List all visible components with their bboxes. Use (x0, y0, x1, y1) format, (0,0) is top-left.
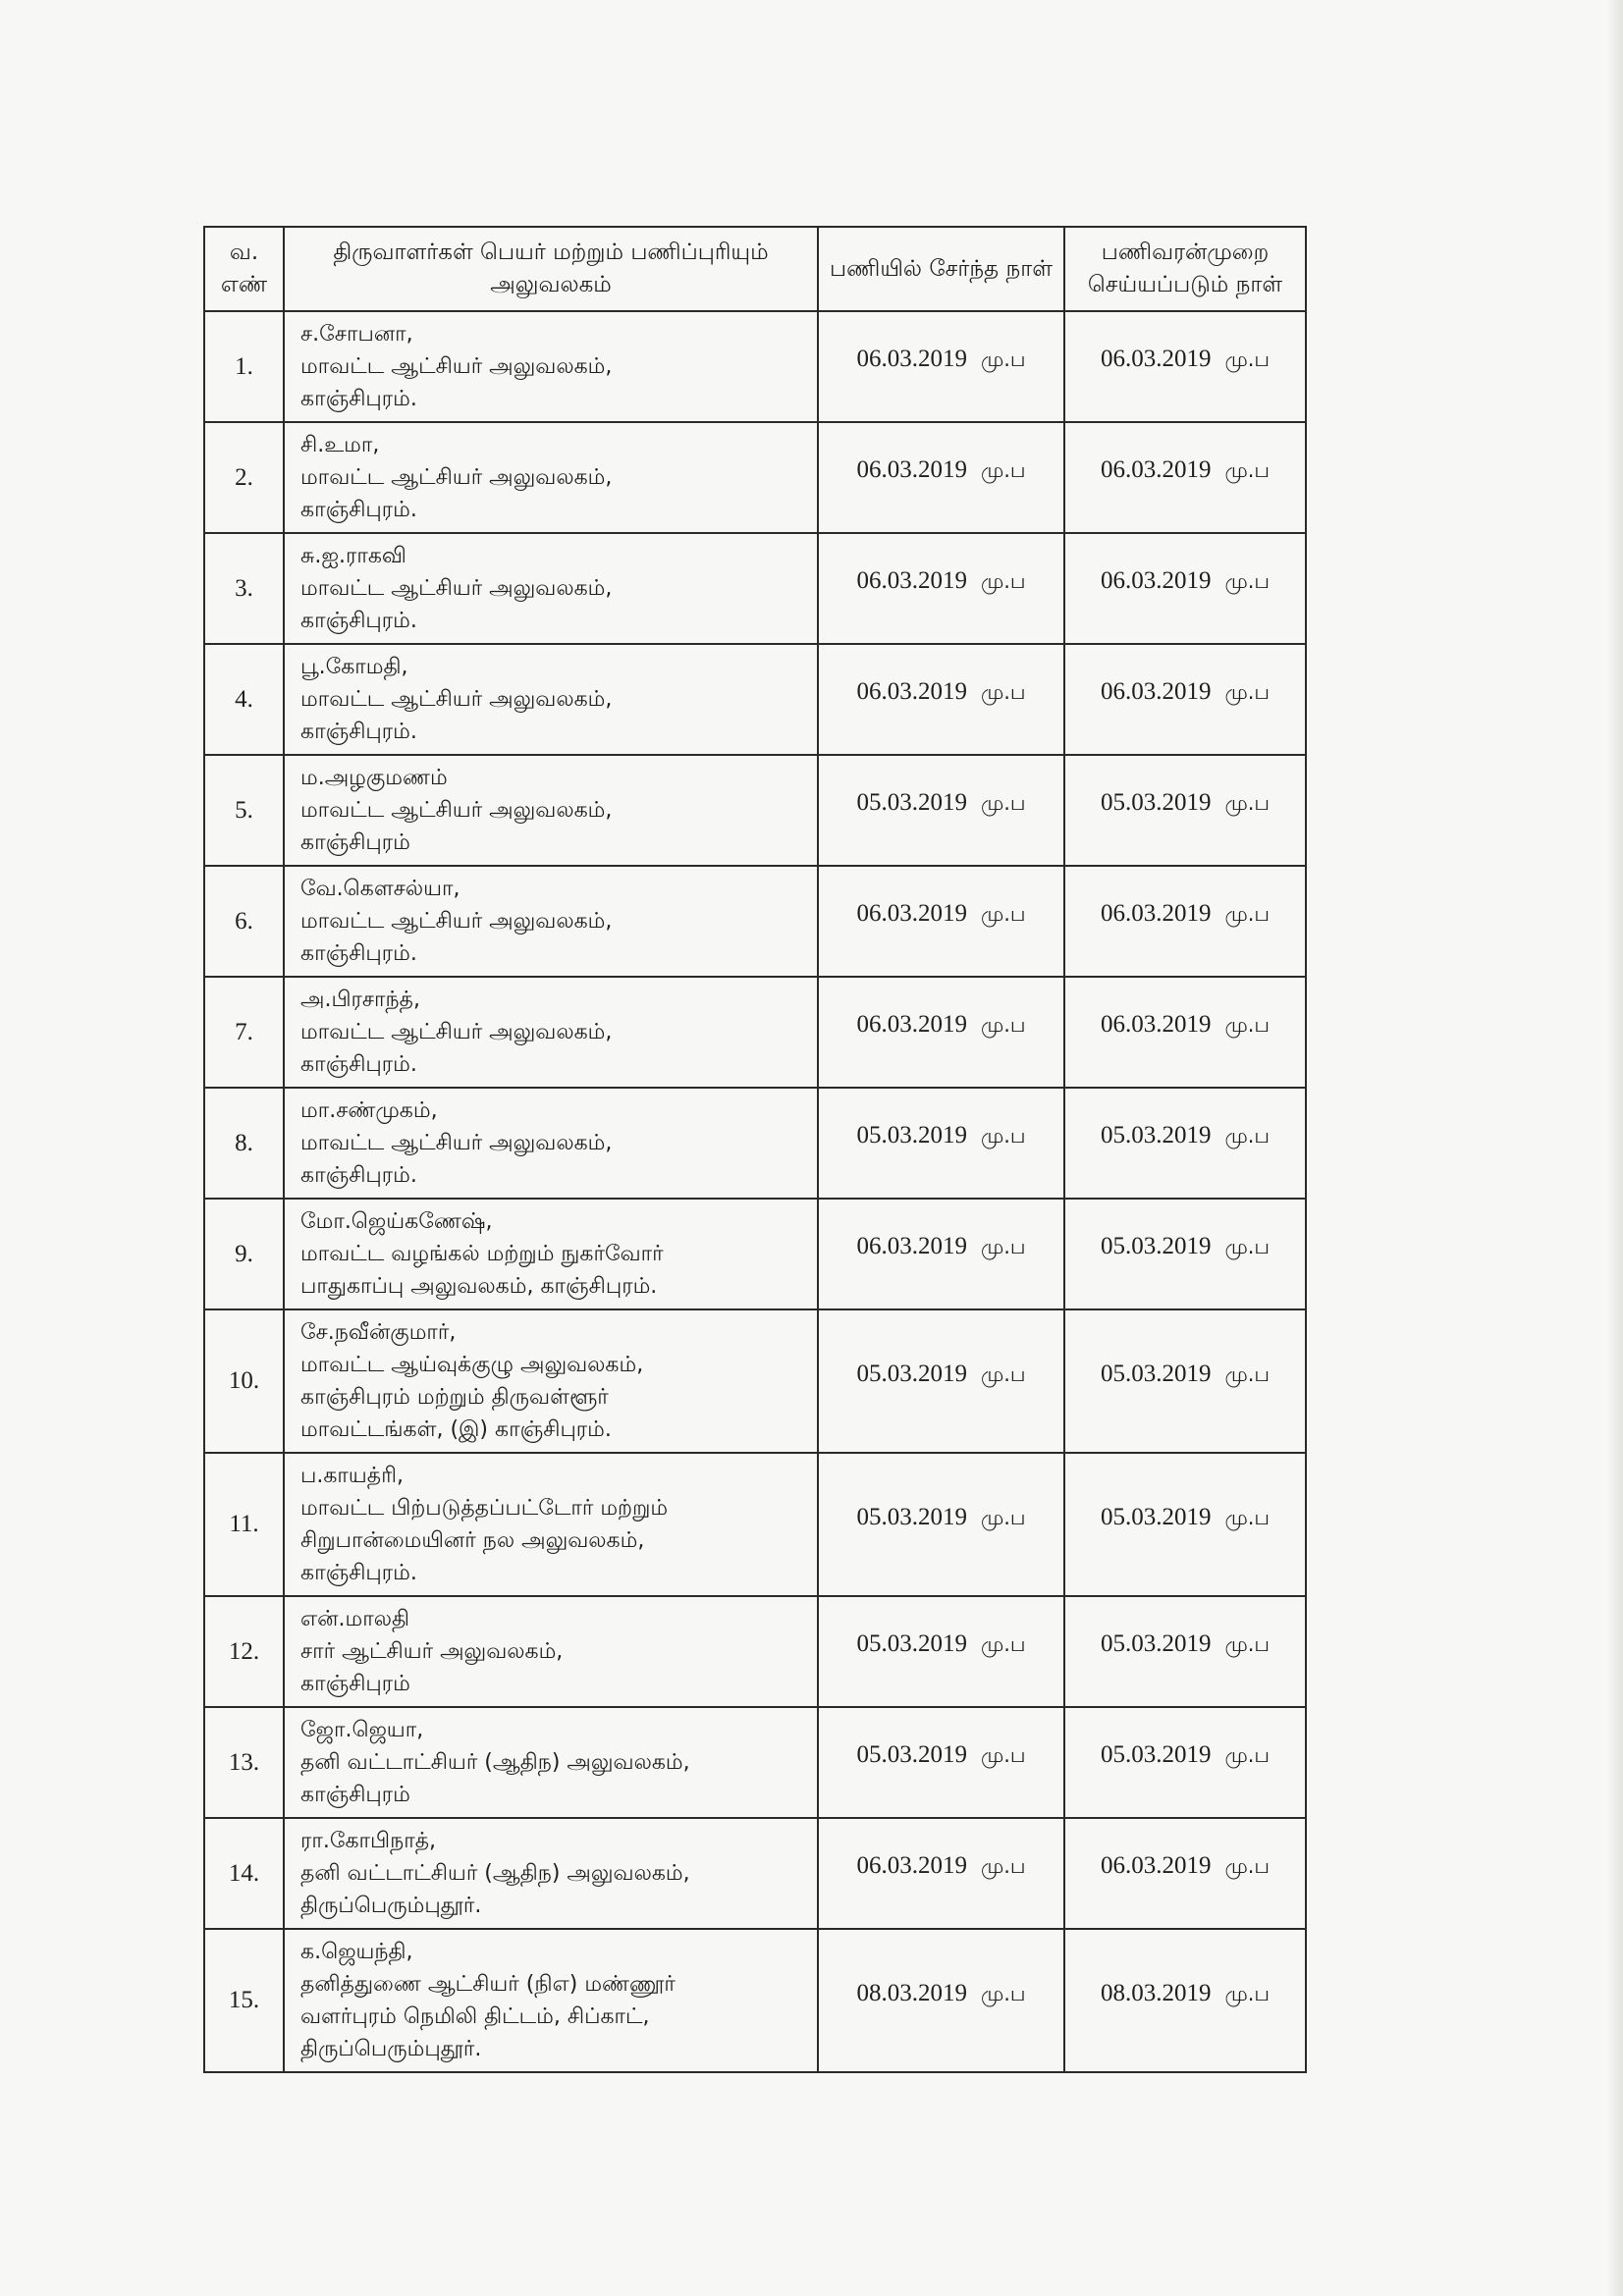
date-value: 05.03.2019 (1100, 1503, 1212, 1530)
joining-date-cell (818, 1199, 1064, 1309)
forenoon-label: மு.ப (980, 791, 1026, 815)
forenoon-label: மு.ப (1224, 1362, 1271, 1386)
serial-number-cell: 6. (204, 866, 284, 977)
date-value: 05.03.2019 (1100, 789, 1212, 816)
date-value: 06.03.2019 (1100, 900, 1212, 927)
office-line: காஞ்சிபுரம். (300, 1052, 417, 1077)
serial-number-cell: 5. (204, 755, 284, 866)
header-name-office: திருவாளர்கள் பெயர் மற்றும் பணிப்புரியும் அலுவலகம் (284, 227, 818, 311)
forenoon-label: மு.ப (980, 347, 1026, 371)
date-value: 06.03.2019 (1100, 1852, 1212, 1879)
office-line: தனி வட்டாட்சியர் (ஆதிந) அலுவலகம், (300, 1861, 690, 1886)
forenoon-label: மு.ப (1224, 1743, 1271, 1767)
forenoon-label: மு.ப (1224, 1505, 1271, 1529)
table-row (204, 866, 1306, 977)
employee-name: அ.பிரசாந்த், (300, 988, 420, 1012)
employee-name: ச.சோபனா, (300, 322, 413, 347)
forenoon-label: மு.ப (1224, 680, 1271, 704)
forenoon-label: மு.ப (980, 1632, 1026, 1656)
serial-number-cell: 1. (204, 311, 284, 422)
forenoon-label: மு.ப (980, 1743, 1026, 1767)
serial-number-cell: 13. (204, 1707, 284, 1818)
table-row (204, 1309, 1306, 1453)
header-serial-number: வ. எண் (204, 227, 284, 311)
date-value: 08.03.2019 (856, 1979, 967, 2006)
regularisation-date-cell (1064, 644, 1306, 755)
office-line: தனித்துணை ஆட்சியர் (நிஎ) மண்ணூர் (300, 1972, 676, 1997)
date-value: 06.03.2019 (1100, 456, 1212, 483)
name-office-cell (284, 311, 818, 422)
regularisation-date-cell (1064, 1929, 1306, 2072)
serial-number-cell: 3. (204, 533, 284, 644)
office-line: காஞ்சிபுரம். (300, 720, 417, 744)
employee-name: வே.கௌசல்யா, (300, 877, 460, 901)
employee-name: ம.அழகுமணம் (300, 766, 448, 790)
table-row (204, 1707, 1306, 1818)
regularisation-date-cell (1064, 755, 1306, 866)
name-office-cell (284, 866, 818, 977)
employee-name: மா.சண்முகம், (300, 1098, 438, 1123)
forenoon-label: மு.ப (980, 1854, 1026, 1878)
table-row (204, 1088, 1306, 1199)
forenoon-label: மு.ப (1224, 347, 1271, 371)
regularisation-date-cell (1064, 866, 1306, 977)
joining-date-cell (818, 866, 1064, 977)
forenoon-label: மு.ப (1224, 1235, 1271, 1258)
forenoon-label: மு.ப (1224, 791, 1271, 815)
office-line: காஞ்சிபுரம். (300, 387, 417, 411)
name-office-cell (284, 755, 818, 866)
regularisation-date-cell (1064, 422, 1306, 533)
forenoon-label: மு.ப (1224, 1124, 1271, 1148)
serial-number-cell: 2. (204, 422, 284, 533)
date-value: 05.03.2019 (1100, 1233, 1212, 1259)
forenoon-label: மு.ப (980, 1505, 1026, 1529)
header-row (204, 227, 1306, 311)
office-line: மாவட்ட பிற்படுத்தப்பட்டோர் மற்றும் (300, 1496, 669, 1521)
table-row (204, 422, 1306, 533)
name-office-cell (284, 1453, 818, 1596)
employee-name: க.ஜெயந்தி, (300, 1940, 413, 1964)
date-value: 05.03.2019 (1100, 1122, 1212, 1148)
serial-number-cell: 11. (204, 1453, 284, 1596)
name-office-cell (284, 422, 818, 533)
name-office-cell (284, 1596, 818, 1707)
table-row (204, 1596, 1306, 1707)
joining-date-cell (818, 1088, 1064, 1199)
office-line: மாவட்ட ஆட்சியர் அலுவலகம், (300, 1131, 613, 1155)
table-row (204, 311, 1306, 422)
office-line: திருப்பெரும்புதூர். (300, 2037, 482, 2061)
table-row (204, 644, 1306, 755)
date-value: 05.03.2019 (856, 1630, 967, 1657)
date-value: 05.03.2019 (856, 1741, 967, 1768)
joining-date-cell (818, 422, 1064, 533)
office-line: மாவட்ட ஆட்சியர் அலுவலகம், (300, 798, 613, 823)
regularisation-date-cell (1064, 1818, 1306, 1929)
office-line: தனி வட்டாட்சியர் (ஆதிந) அலுவலகம், (300, 1750, 690, 1775)
employee-name: பூ.கோமதி, (300, 655, 408, 679)
name-office-cell (284, 1707, 818, 1818)
table-row (204, 1199, 1306, 1309)
office-line: காஞ்சிபுரம். (300, 1561, 417, 1585)
table-row (204, 977, 1306, 1088)
forenoon-label: மு.ப (1224, 569, 1271, 593)
office-line: மாவட்ட ஆய்வுக்குழு அலுவலகம், (300, 1353, 644, 1377)
date-value: 06.03.2019 (856, 456, 967, 483)
office-line: காஞ்சிபுரம். (300, 498, 417, 522)
date-value: 08.03.2019 (1100, 1979, 1212, 2006)
date-value: 06.03.2019 (1100, 346, 1212, 372)
page-edge-shadow (1607, 0, 1623, 2296)
table-row (204, 1818, 1306, 1929)
date-value: 06.03.2019 (1100, 567, 1212, 594)
name-office-cell (284, 1199, 818, 1309)
forenoon-label: மு.ப (980, 569, 1026, 593)
date-value: 05.03.2019 (856, 1503, 967, 1530)
date-value: 05.03.2019 (856, 789, 967, 816)
serial-number-cell: 10. (204, 1309, 284, 1453)
name-office-cell (284, 1929, 818, 2072)
office-line: மாவட்ட ஆட்சியர் அலுவலகம், (300, 576, 613, 601)
employee-name: சே.நவீன்குமார், (300, 1320, 457, 1345)
date-value: 06.03.2019 (1100, 1011, 1212, 1038)
regularisation-date-cell (1064, 1309, 1306, 1453)
date-value: 06.03.2019 (856, 900, 967, 927)
joining-date-cell (818, 1596, 1064, 1707)
joining-date-cell (818, 1453, 1064, 1596)
forenoon-label: மு.ப (1224, 1013, 1271, 1037)
forenoon-label: மு.ப (1224, 458, 1271, 482)
serial-number-cell: 12. (204, 1596, 284, 1707)
forenoon-label: மு.ப (980, 1013, 1026, 1037)
office-line: மாவட்ட ஆட்சியர் அலுவலகம், (300, 909, 613, 934)
date-value: 06.03.2019 (856, 678, 967, 705)
office-line: சார் ஆட்சியர் அலுவலகம், (300, 1639, 564, 1664)
office-line: காஞ்சிபுரம் (300, 830, 410, 855)
table-row (204, 755, 1306, 866)
forenoon-label: மு.ப (980, 1124, 1026, 1148)
date-value: 06.03.2019 (856, 1233, 967, 1259)
office-line: பாதுகாப்பு அலுவலகம், காஞ்சிபுரம். (300, 1274, 658, 1299)
employee-name: என்.மாலதி (300, 1607, 409, 1631)
regularisation-date-cell (1064, 533, 1306, 644)
serial-number-cell: 14. (204, 1818, 284, 1929)
joining-date-cell (818, 977, 1064, 1088)
joining-date-cell (818, 1309, 1064, 1453)
name-office-cell (284, 1818, 818, 1929)
forenoon-label: மு.ப (980, 1981, 1026, 2005)
table-body (204, 311, 1306, 2072)
forenoon-label: மு.ப (980, 902, 1026, 926)
office-line: காஞ்சிபுரம் மற்றும் திருவள்ளூர் (300, 1385, 609, 1410)
forenoon-label: மு.ப (980, 1235, 1026, 1258)
office-line: மாவட்ட ஆட்சியர் அலுவலகம், (300, 465, 613, 490)
office-line: மாவட்ட ஆட்சியர் அலுவலகம், (300, 354, 613, 379)
office-line: காஞ்சிபுரம். (300, 1163, 417, 1188)
table-row (204, 533, 1306, 644)
joining-date-cell (818, 533, 1064, 644)
regularisation-date-cell (1064, 1199, 1306, 1309)
office-line: மாவட்ட ஆட்சியர் அலுவலகம், (300, 687, 613, 712)
forenoon-label: மு.ப (1224, 1854, 1271, 1878)
date-value: 05.03.2019 (1100, 1630, 1212, 1657)
regularisation-date-cell (1064, 311, 1306, 422)
date-value: 06.03.2019 (856, 1852, 967, 1879)
office-line: சிறுபான்மையினர் நல அலுவலகம், (300, 1528, 645, 1553)
office-line: காஞ்சிபுரம். (300, 609, 417, 633)
forenoon-label: மு.ப (980, 680, 1026, 704)
employee-name: சி.உமா, (300, 433, 380, 457)
employee-name: ரா.கோபிநாத், (300, 1829, 437, 1853)
employee-name: ப.காயத்ரி, (300, 1464, 404, 1488)
serial-number-cell: 4. (204, 644, 284, 755)
forenoon-label: மு.ப (1224, 1981, 1271, 2005)
regularisation-date-cell (1064, 1707, 1306, 1818)
date-value: 06.03.2019 (1100, 678, 1212, 705)
header-regularisation-date: பணிவரன்முறை செய்யப்படும் நாள் (1064, 227, 1306, 311)
joining-date-cell (818, 1707, 1064, 1818)
regularisation-date-cell (1064, 1596, 1306, 1707)
office-line: காஞ்சிபுரம் (300, 1672, 410, 1696)
date-value: 06.03.2019 (856, 567, 967, 594)
forenoon-label: மு.ப (980, 1362, 1026, 1386)
office-line: மாவட்டங்கள், (இ) காஞ்சிபுரம். (300, 1417, 612, 1442)
date-value: 05.03.2019 (856, 1122, 967, 1148)
table-row (204, 1453, 1306, 1596)
regularisation-date-cell (1064, 977, 1306, 1088)
serial-number-cell: 15. (204, 1929, 284, 2072)
joining-date-cell (818, 1929, 1064, 2072)
forenoon-label: மு.ப (1224, 1632, 1271, 1656)
forenoon-label: மு.ப (1224, 902, 1271, 926)
joining-date-cell (818, 755, 1064, 866)
joining-date-cell (818, 1818, 1064, 1929)
joining-date-cell (818, 644, 1064, 755)
office-line: திருப்பெரும்புதூர். (300, 1894, 482, 1918)
name-office-cell (284, 1309, 818, 1453)
serial-number-cell: 9. (204, 1199, 284, 1309)
regularisation-date-cell (1064, 1453, 1306, 1596)
regularisation-date-cell (1064, 1088, 1306, 1199)
office-line: காஞ்சிபுரம். (300, 941, 417, 966)
name-office-cell (284, 977, 818, 1088)
employee-name: ஜோ.ஜெயா, (300, 1718, 424, 1742)
forenoon-label: மு.ப (980, 458, 1026, 482)
header-joining-date: பணியில் சேர்ந்த நாள் (818, 227, 1064, 311)
date-value: 05.03.2019 (1100, 1360, 1212, 1387)
office-line: மாவட்ட ஆட்சியர் அலுவலகம், (300, 1020, 613, 1044)
staff-table (203, 226, 1307, 2073)
date-value: 06.03.2019 (856, 346, 967, 372)
employee-name: மோ.ஜெய்கணேஷ், (300, 1209, 493, 1234)
name-office-cell (284, 1088, 818, 1199)
date-value: 06.03.2019 (856, 1011, 967, 1038)
table-row (204, 1929, 1306, 2072)
name-office-cell (284, 644, 818, 755)
office-line: மாவட்ட வழங்கல் மற்றும் நுகர்வோர் (300, 1242, 664, 1266)
date-value: 05.03.2019 (1100, 1741, 1212, 1768)
table-header (204, 227, 1306, 311)
joining-date-cell (818, 311, 1064, 422)
office-line: வளர்புரம் நெமிலி திட்டம், சிப்காட், (300, 2004, 650, 2029)
date-value: 05.03.2019 (856, 1360, 967, 1387)
employee-name: சு.ஐ.ராகவி (300, 544, 406, 568)
name-office-cell (284, 533, 818, 644)
office-line: காஞ்சிபுரம் (300, 1783, 410, 1807)
serial-number-cell: 8. (204, 1088, 284, 1199)
serial-number-cell: 7. (204, 977, 284, 1088)
